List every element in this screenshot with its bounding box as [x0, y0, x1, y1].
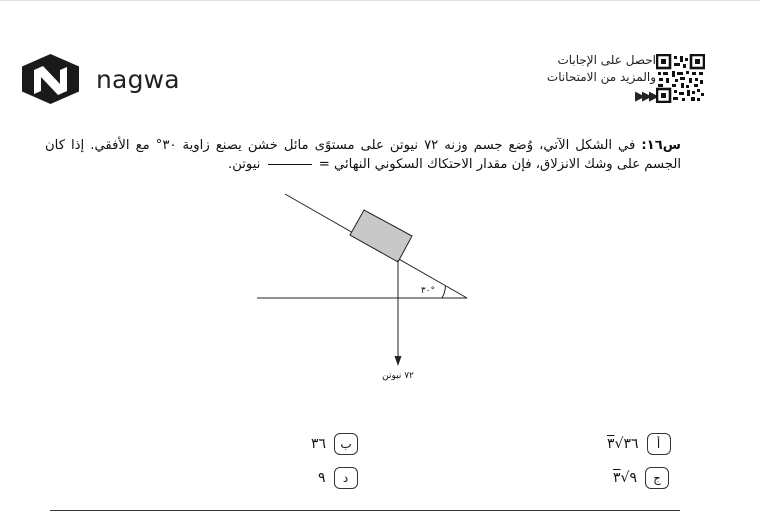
promo-line-1: احصل على الإجابات [557, 53, 656, 67]
weight-label: ٧٢ نيوتن [382, 371, 414, 381]
choice-a-letter: أ [647, 433, 671, 455]
brand-name: nagwa [96, 64, 180, 94]
choice-b-letter: ب [334, 433, 358, 455]
choice-b-value: ٣٦ [311, 436, 327, 452]
angle-label: ٣٠° [420, 286, 436, 296]
choice-a-value [607, 436, 639, 452]
choice-d[interactable] [318, 467, 358, 489]
weight-arrow-head-icon [395, 356, 402, 366]
choice-c[interactable] [613, 467, 669, 489]
choice-a-radicand: ٣ [607, 436, 615, 452]
sqrt-icon: √ [614, 436, 624, 452]
choice-a-number: ٣٦ [623, 436, 639, 452]
choice-c-radicand: ٣ [613, 470, 621, 486]
sqrt-icon: √ [620, 470, 630, 486]
angle-arc [442, 286, 445, 299]
question-number: س١٦: [641, 138, 681, 153]
choice-a[interactable] [607, 433, 671, 455]
choice-c-value [613, 470, 637, 486]
promo-line-2: والمزيد من الامتحانات [546, 70, 656, 84]
question-body: في الشكل الآتي، وُضع جسم وزنه ٧٢ نيوتن على مستوًى مائل خشن يصنع زاوية ٣٠° مع الأفقي. إذا كان الجسم على وشك الانزلاق، فإن مقدار الاحتكاك السكوني النهائي = [45, 138, 681, 172]
block-on-incline [350, 210, 412, 262]
question-body-end: نيوتن. [228, 157, 261, 172]
bottom-divider [50, 510, 680, 511]
choice-c-letter: ج [645, 467, 669, 489]
choice-b[interactable] [311, 433, 358, 455]
promo-arrows-icon: ▶▶▶ [635, 89, 656, 104]
choice-d-value: ٩ [318, 470, 326, 486]
choice-d-letter: د [334, 467, 358, 489]
choice-c-number: ٩ [629, 470, 637, 486]
